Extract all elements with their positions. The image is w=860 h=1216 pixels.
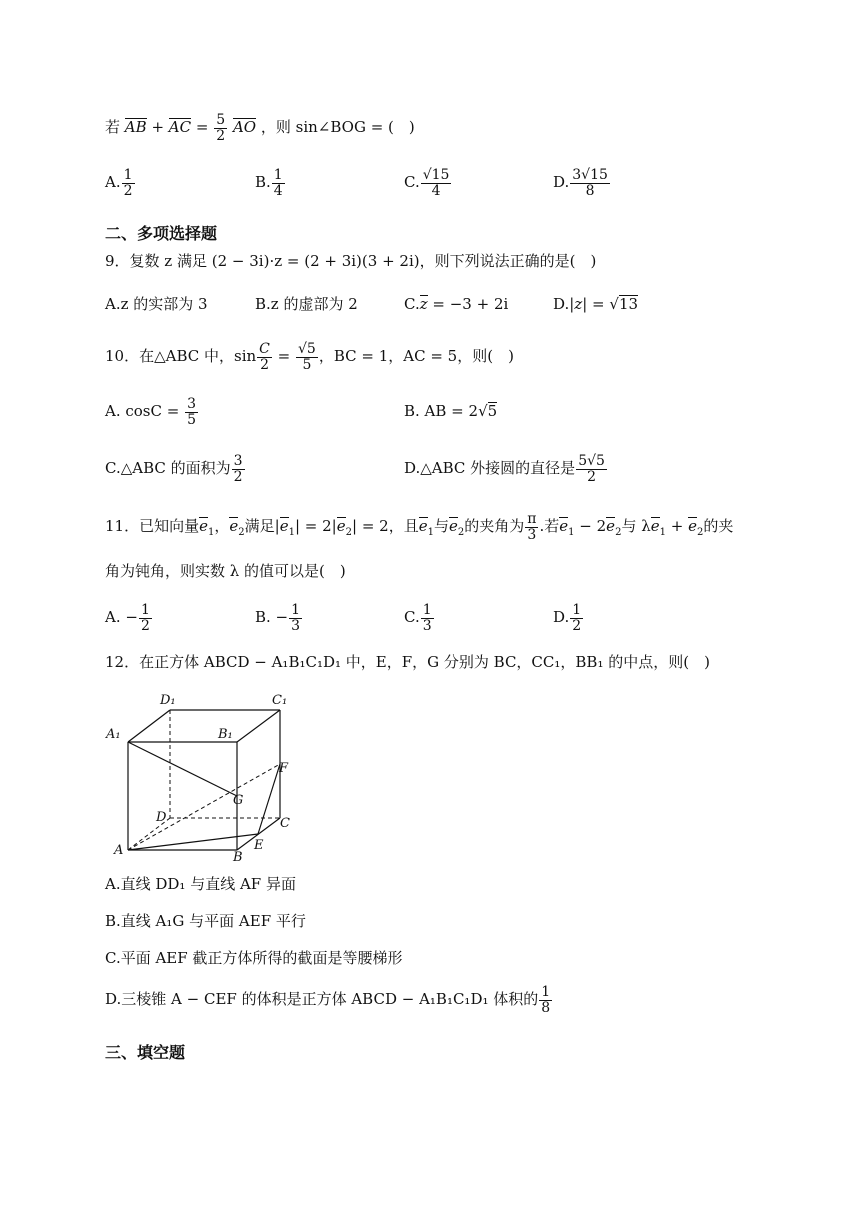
label-c1: C₁ [272,693,288,708]
q11-option-b[interactable] [255,603,303,633]
frac-den: 2 [587,468,597,485]
q11-text: 满足| [244,517,280,536]
option-label: C. [404,608,420,627]
option-text: |z| = [569,295,610,313]
option-fraction [421,168,452,198]
fraction-5-2 [214,113,227,143]
q11-option-c[interactable] [404,603,435,633]
subscript: 1 [207,527,215,539]
q10-option-d[interactable] [404,454,608,484]
frac-den: 5 [187,411,197,428]
option-fraction [139,603,152,633]
subscript: 2 [345,527,352,539]
frac-num: √5 [298,341,316,357]
frac-num: 1 [273,167,283,183]
label-f: F [279,761,289,776]
fraction-c-2 [257,342,272,372]
frac-num: 3√15 [572,167,608,183]
frac-den: 5 [302,356,312,373]
vector-e2: e [336,517,346,536]
label-e: E [254,838,264,853]
q11-text: − 2 [574,517,607,536]
option-text: A. cosC = [105,402,185,421]
q12-option-d[interactable] [105,985,553,1015]
option-fraction [539,985,552,1015]
frac-num: 1 [123,167,133,183]
edge-a1-d1 [128,710,170,742]
q11-text: 的夹角为 [464,517,525,536]
q10-suffix: ，BC = 1，AC = 5，则( ) [318,347,514,366]
conjugate-z: z [419,295,428,313]
q8-option-a[interactable] [105,168,136,198]
option-label: C. [404,173,420,192]
q11-stem-line1 [105,512,733,542]
label-a: A [114,843,124,858]
subscript: 1 [288,527,295,539]
option-label: D. [553,608,570,627]
q9-stem: 9．复数 z 满足 (2 − 3i)·z = (2 + 3i)(3 + 2i)，则下列说法正确的是( ) [105,252,597,270]
frac-den: 2 [216,127,226,144]
q9-option-b[interactable]: B.z 的虚部为 2 [255,295,358,313]
subscript: 2 [238,527,245,539]
label-a1: A₁ [106,727,121,742]
subscript: 2 [696,527,704,539]
q11-text: | = 2| [294,517,337,536]
q10-option-c[interactable] [105,454,246,484]
separator: ， [214,517,230,536]
q9-option-c[interactable] [404,295,508,313]
frac-num: √15 [422,167,450,183]
option-label: D. [553,173,570,192]
frac-den: 2 [140,617,150,634]
q10-prefix: 10．在△ABC 中，sin [105,347,257,366]
vector-e1: e [559,517,569,536]
frac-num: 1 [422,602,432,618]
frac-den: 2 [572,617,582,634]
label-d1: D₁ [160,693,176,708]
frac-num: 1 [541,984,551,1000]
section-heading-multiple-choice: 二、多项选择题 [105,224,218,243]
frac-den: 4 [273,182,283,199]
option-label: A. − [105,608,138,627]
frac-den: 3 [422,617,432,634]
frac-num: 1 [572,602,582,618]
edge-b1-c1 [237,710,280,742]
fraction-pi-3 [525,512,538,542]
option-fraction [185,397,198,427]
option-fraction [289,603,302,633]
option-fraction [576,454,607,484]
option-fraction [421,603,434,633]
subscript: 1 [659,527,666,539]
q12-option-c[interactable]: C.平面 AEF 截正方体所得的截面是等腰梯形 [105,949,403,967]
equals-sign: = [272,347,295,366]
frac-num: 5√5 [578,453,605,469]
q10-stem [105,342,514,372]
label-b: B [233,850,243,865]
vector-e2: e [688,517,697,536]
vector-e1: e [650,517,660,536]
frac-num: 3 [187,396,197,412]
option-fraction [122,168,135,198]
subscript: 1 [427,527,434,539]
q8-ask: ，则 sin∠BOG = ( ) [260,118,415,137]
vector-ac: AC [168,118,192,137]
subscript: 2 [457,527,465,539]
q11-text: 与 [433,517,449,536]
option-label: D. [553,295,570,313]
option-text: = −3 + 2i [427,295,509,313]
q10-option-a[interactable] [105,397,199,427]
option-label: C. [404,295,420,313]
vector-ab: AB [124,118,147,137]
q11-text: 与 λ [621,517,651,536]
q12-option-b[interactable]: B.直线 A₁G 与平面 AEF 平行 [105,912,306,930]
q8-option-c[interactable] [404,168,452,198]
frac-num: C [259,341,270,357]
label-c: C [280,816,290,831]
frac-num: 3 [233,453,243,469]
q8-prefix: 若 [105,118,121,137]
plus-sign: + [151,118,165,137]
segment-e-f [258,764,280,834]
frac-den: 2 [123,182,133,199]
vector-e2: e [448,517,458,536]
label-b1: B₁ [218,727,233,742]
q11-stem-line2: 角为钝角，则实数 λ 的值可以是( ) [105,562,346,580]
frac-den: 8 [541,999,551,1016]
option-fraction [272,168,285,198]
sqrt-5: 5 [487,402,498,420]
q9-option-a[interactable]: A.z 的实部为 3 [105,295,208,313]
vector-e1: e [418,517,428,536]
segment-a1-g [128,742,237,796]
option-text: D.△ABC 外接圆的直径是 [404,459,576,478]
vector-e2: e [229,517,239,536]
frac-den: 2 [260,356,269,373]
frac-den: 2 [233,468,243,485]
option-label: B. − [255,608,289,627]
option-text: D.三棱锥 A − CEF 的体积是正方体 ABCD − A₁B₁C₁D₁ 体积的 [105,990,539,1009]
option-fraction [232,454,245,484]
frac-den: 3 [291,617,301,634]
frac-den: 3 [527,526,537,543]
q8-option-b[interactable] [255,168,286,198]
q11-text: .若 [539,517,560,536]
segment-a-e [128,834,258,850]
option-text: C.△ABC 的面积为 [105,459,231,478]
q8-option-d[interactable] [553,168,611,198]
fraction-root5-5 [296,342,318,372]
option-text: B. AB = 2 [404,402,479,420]
sqrt-13: 13 [618,295,639,313]
frac-den: 4 [431,182,441,199]
option-fraction [570,168,610,198]
vector-e1: e [199,517,208,536]
q10-option-b[interactable]: B. AB = 2√5 [404,402,498,420]
option-label: A. [105,173,121,192]
frac-num: 1 [140,602,150,618]
q12-option-a[interactable]: A.直线 DD₁ 与直线 AF 异面 [105,875,296,893]
equals-sign: = [195,118,209,137]
q11-text: | = 2，且 [352,517,419,536]
frac-num: π [527,511,537,527]
subscript: 2 [615,527,622,539]
label-g: G [233,793,244,808]
q11-option-a[interactable] [105,603,153,633]
frac-den: 8 [585,182,595,199]
vector-e2: e [606,517,616,536]
vector-ao: AO [232,118,257,137]
frac-num: 1 [291,602,301,618]
q11-text: 的夹 [703,517,734,536]
option-label: B. [255,173,271,192]
frac-num: 5 [216,112,226,128]
subscript: 1 [568,527,575,539]
q8-stem [105,113,415,143]
q11-option-d[interactable] [553,603,584,633]
q11-text: 11．已知向量 [105,517,200,536]
label-d: D [156,810,167,825]
q11-text: + [665,517,689,536]
q9-option-d[interactable]: D.|z| = √13 [553,295,639,313]
option-fraction [570,603,583,633]
section-heading-fill-in: 三、填空题 [105,1043,186,1062]
q12-stem: 12．在正方体 ABCD − A₁B₁C₁D₁ 中，E，F，G 分别为 BC，CC₁，BB₁ 的中点，则( ) [105,653,710,671]
cube-figure [100,688,310,868]
vector-e1: e [279,517,289,536]
